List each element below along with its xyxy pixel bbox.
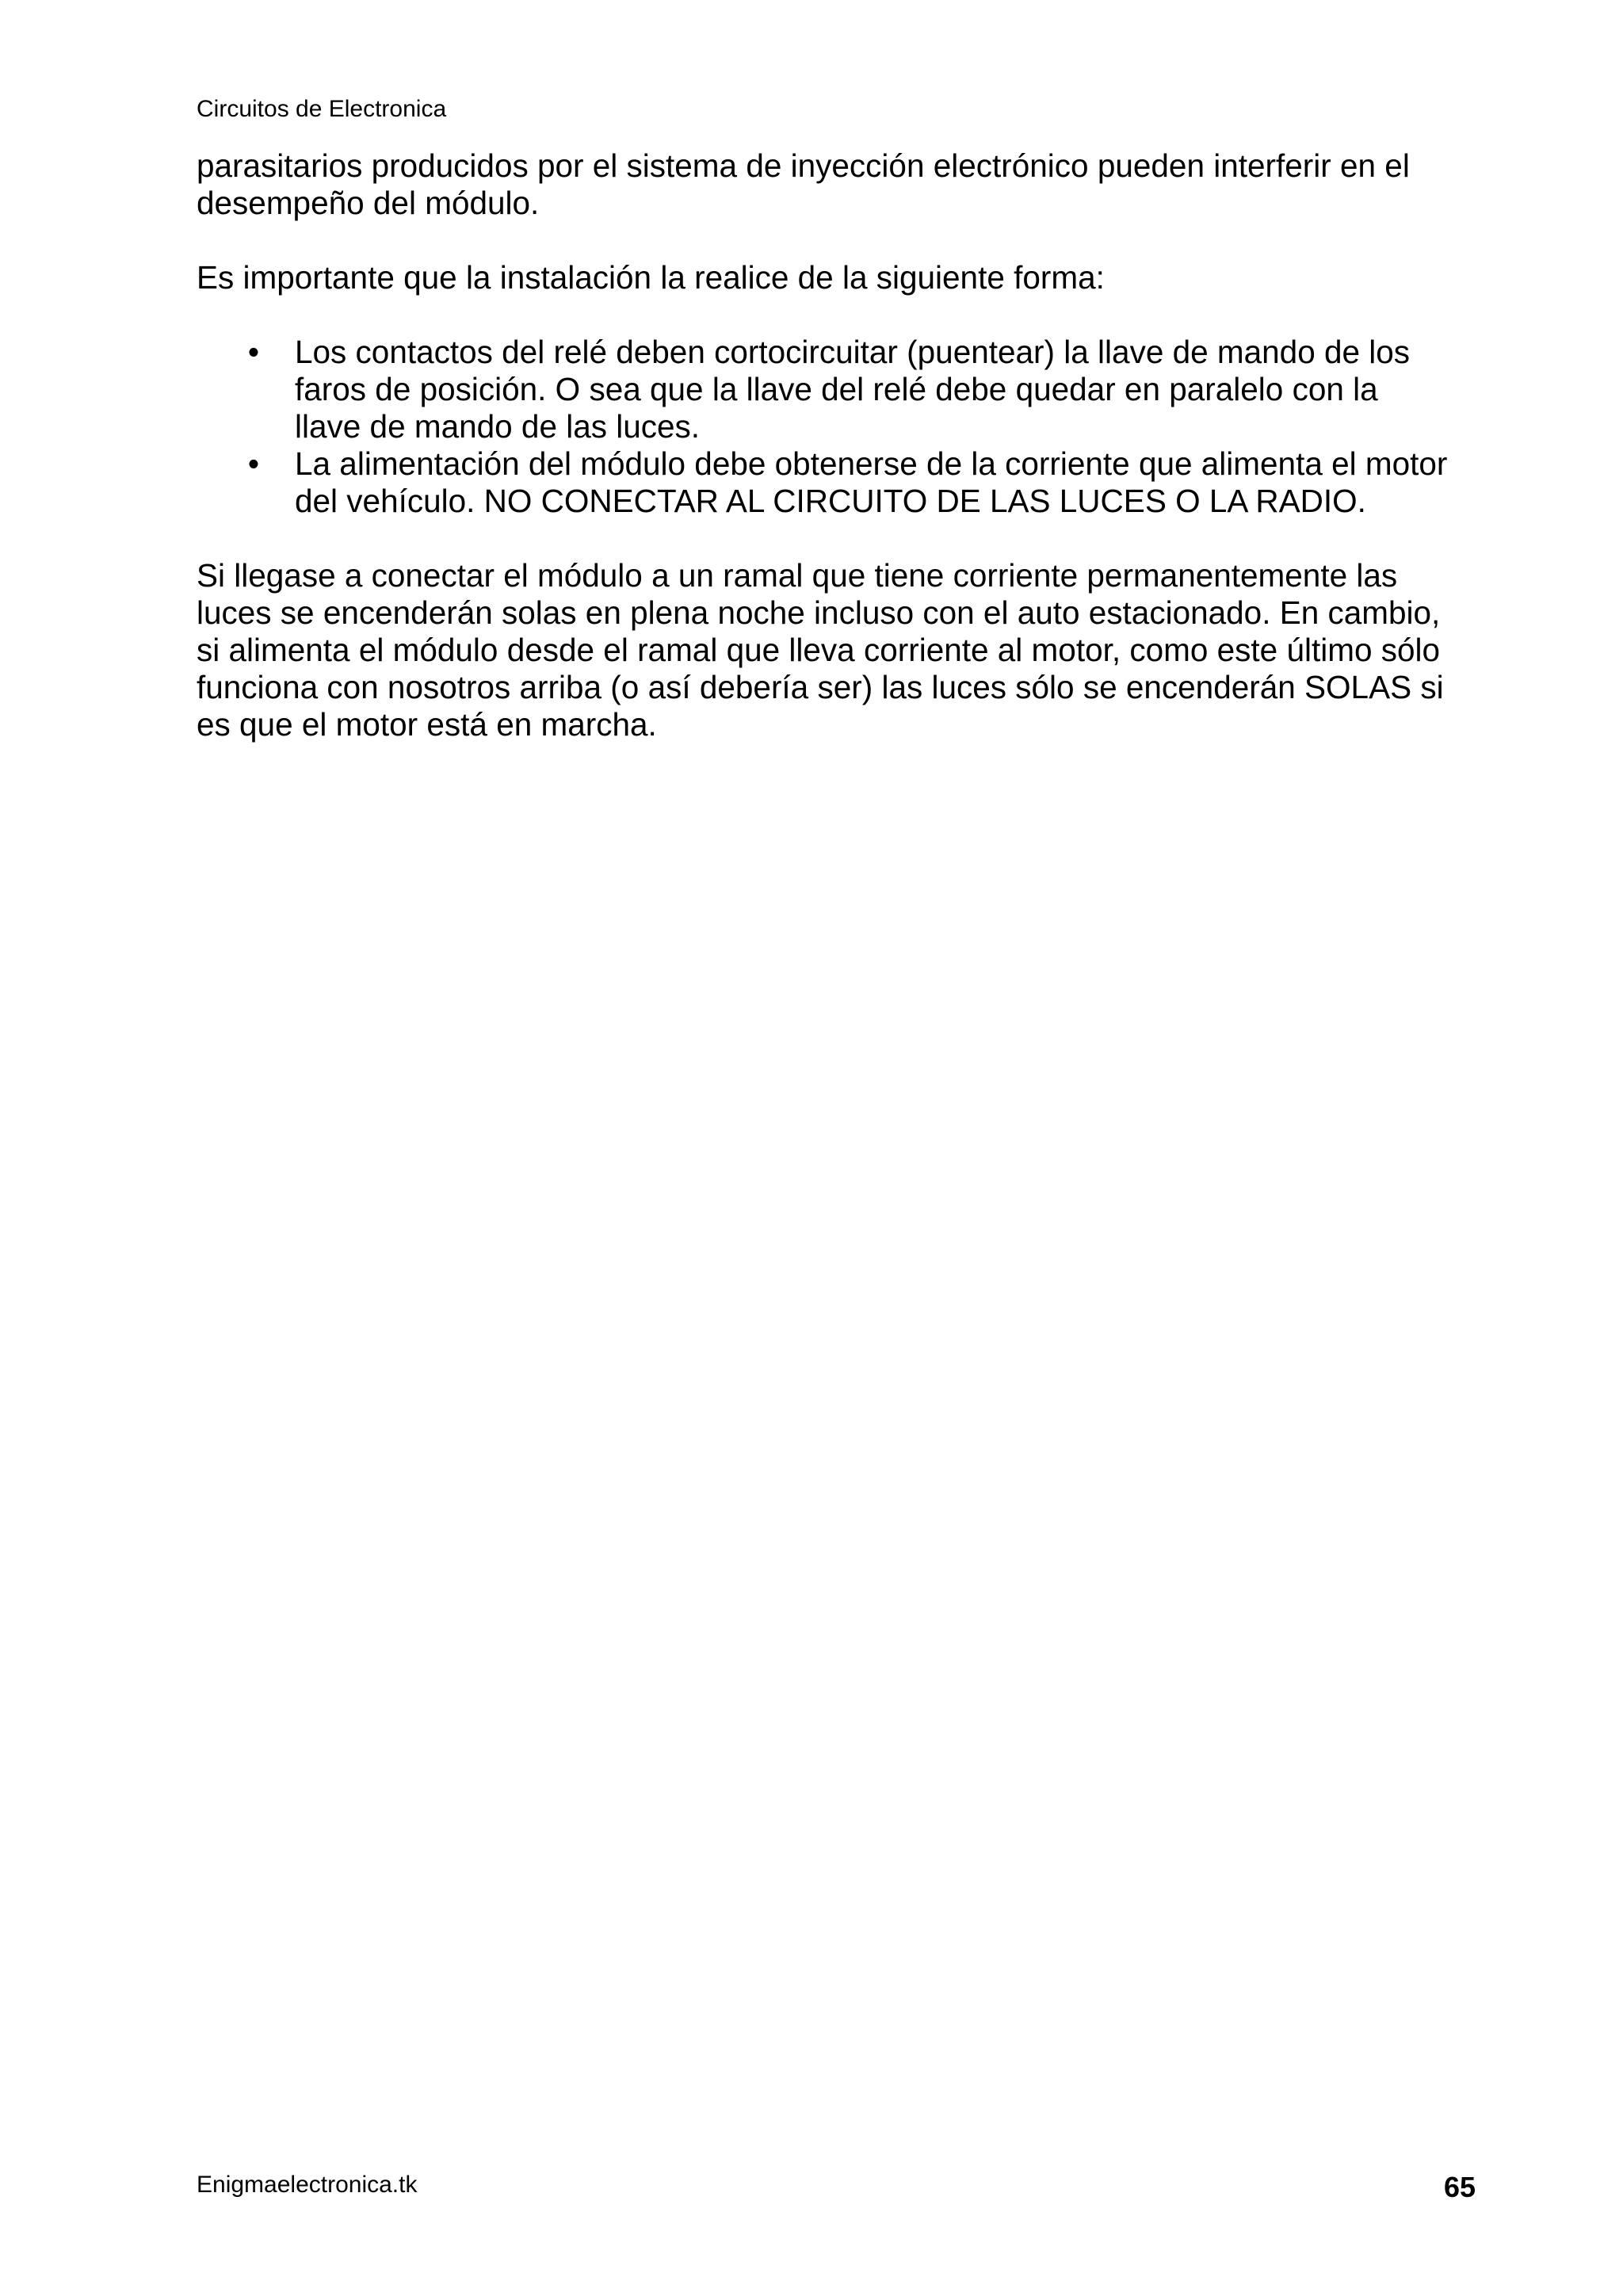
text-line: funciona con nosotros arriba (o así debería ser) las luces sólo se encenderán SOLAS si bbox=[197, 669, 1444, 705]
text-line: La alimentación del módulo debe obtenerse de la corriente que alimenta el motor bbox=[295, 445, 1448, 482]
paragraph-spacer bbox=[197, 520, 1496, 557]
text-line: parasitarios producidos por el sistema de inyección electrónico pueden interferir en el bbox=[197, 147, 1410, 184]
list-item bbox=[197, 334, 1496, 445]
bullet-icon: • bbox=[247, 445, 260, 482]
text-line: faros de posición. O sea que la llave del relé debe quedar en paralelo con la bbox=[295, 371, 1378, 407]
paragraph-spacer bbox=[197, 222, 1496, 259]
bullet-icon: • bbox=[247, 334, 260, 370]
paragraph-spacer bbox=[197, 296, 1496, 334]
list-item bbox=[197, 445, 1496, 520]
paragraph-installation-intro bbox=[197, 259, 1496, 296]
paragraph-power-warning bbox=[197, 557, 1496, 743]
text-line: es que el motor está en marcha. bbox=[197, 706, 657, 743]
text-line: luces se encenderán solas en plena noche incluso con el auto estacionado. En cambio, bbox=[197, 594, 1441, 631]
document-body bbox=[197, 147, 1496, 743]
text-line: si alimenta el módulo desde el ramal que lleva corriente al motor, como este último sólo bbox=[197, 632, 1441, 668]
text-line: Si llegase a conectar el módulo a un ramal que tiene corriente permanentemente las bbox=[197, 557, 1398, 594]
paragraph-intro-continuation bbox=[197, 147, 1496, 222]
installation-steps-list bbox=[197, 334, 1496, 520]
text-line: del vehículo. NO CONECTAR AL CIRCUITO DE LAS LUCES O LA RADIO. bbox=[295, 483, 1366, 519]
text-line: Es importante que la instalación la realice de la siguiente forma: bbox=[197, 259, 1105, 296]
text-line: desempeño del módulo. bbox=[197, 185, 540, 221]
page-number: 65 bbox=[1443, 2171, 1476, 2203]
running-header-title: Circuitos de Electronica bbox=[197, 96, 447, 122]
text-line: llave de mando de las luces. bbox=[295, 408, 701, 445]
footer-site-name: Enigmaelectronica.tk bbox=[197, 2172, 418, 2198]
text-line: Los contactos del relé deben cortocircuitar (puentear) la llave de mando de los bbox=[295, 334, 1411, 370]
